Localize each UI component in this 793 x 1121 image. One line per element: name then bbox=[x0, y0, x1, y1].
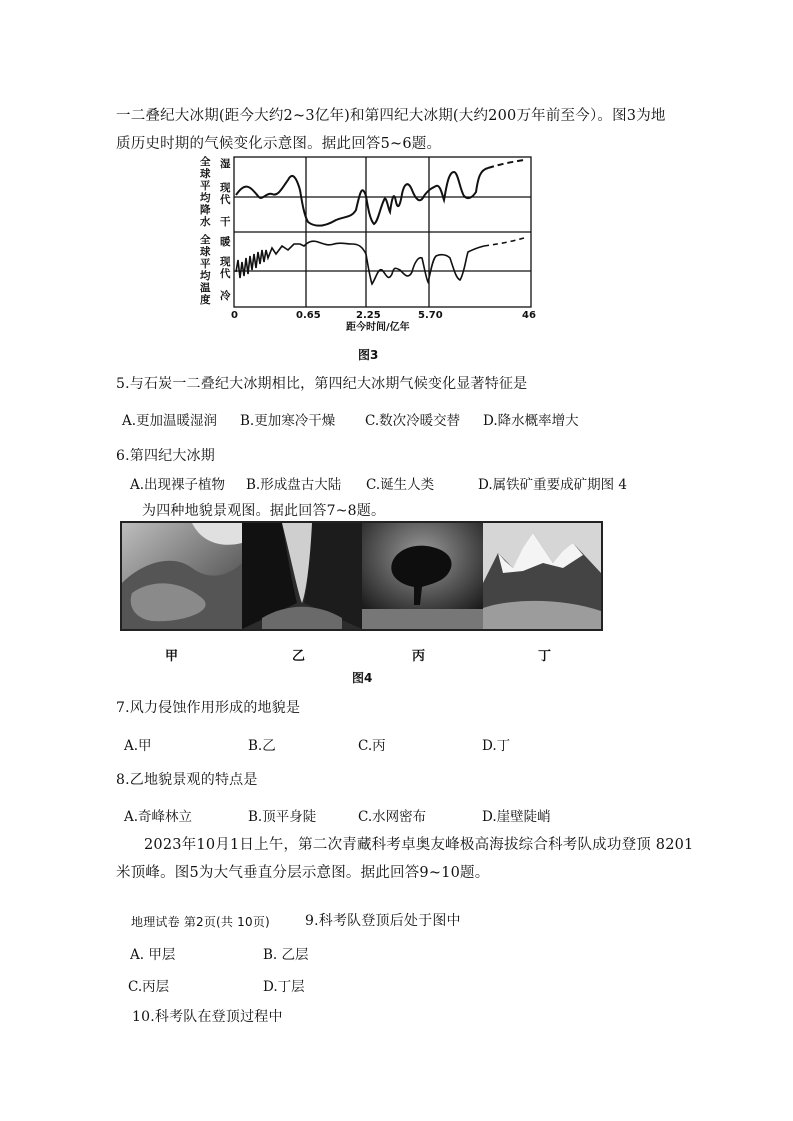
photo-label-bing: 丙 bbox=[412, 649, 426, 664]
temp-axis-label: 全球平均温度 bbox=[200, 234, 211, 306]
q10-stem: 10.科考队在登顶过程中 bbox=[132, 1009, 283, 1025]
temperature-trend-dashed bbox=[484, 238, 524, 246]
q5-stem: 5.与石炭一二叠纪大冰期相比，第四纪大冰期气候变化显著特征是 bbox=[116, 376, 528, 392]
passage-line-2: 米顶峰。图5为大气垂直分层示意图。据此回答9~10题。 bbox=[116, 865, 490, 881]
now-label-bottom: 现代 bbox=[220, 256, 231, 280]
wet-label: 湿 bbox=[220, 158, 231, 170]
xtick-1: 0.65 bbox=[296, 310, 321, 321]
warm-label: 暖 bbox=[220, 236, 231, 248]
q8-option-a[interactable]: A.奇峰林立 bbox=[124, 809, 193, 825]
photo-ding bbox=[483, 523, 601, 629]
now-label-top: 现代 bbox=[220, 182, 231, 206]
climate-change-figure bbox=[196, 150, 541, 340]
q6-option-c[interactable]: C.诞生人类 bbox=[366, 477, 435, 493]
photo-label-yi: 乙 bbox=[292, 649, 306, 664]
q7-option-b[interactable]: B.乙 bbox=[248, 738, 276, 754]
xtick-2: 2.25 bbox=[356, 310, 381, 321]
x-axis-label: 距今时间/亿年 bbox=[346, 322, 410, 333]
q9-option-a[interactable]: A. 甲层 bbox=[130, 947, 176, 963]
q9-stem: 9.科考队登顶后处于图中 bbox=[305, 913, 461, 929]
q8-option-d[interactable]: D.崖壁陡峭 bbox=[482, 809, 551, 825]
climate-chart-plot bbox=[196, 150, 541, 340]
photo-yi bbox=[242, 523, 362, 629]
cold-label: 冷 bbox=[220, 290, 231, 302]
xtick-0: 0 bbox=[231, 310, 238, 321]
intro-line-1: 一二叠纪大冰期(距今大约2~3亿年)和第四纪大冰期(大约200万年前至今）。图3为地 bbox=[116, 108, 666, 124]
intro-line-2: 质历史时期的气候变化示意图。据此回答5~6题。 bbox=[116, 136, 442, 152]
q9-option-c[interactable]: C.丙层 bbox=[128, 979, 170, 995]
photo-bing bbox=[362, 523, 483, 629]
photo-label-jia: 甲 bbox=[165, 649, 179, 664]
figure3-caption: 图3 bbox=[358, 348, 379, 362]
q7-stem: 7.风力侵蚀作用形成的地貌是 bbox=[116, 700, 301, 716]
passage-line-1: 2023年10月1日上午，第二次青藏科考卓奥友峰极高海拔综合科考队成功登顶 8201 bbox=[144, 837, 694, 853]
q7-option-a[interactable]: A.甲 bbox=[124, 738, 152, 754]
xtick-3: 5.70 bbox=[418, 310, 443, 321]
q6-continuation: 为四种地貌景观图。据此回答7~8题。 bbox=[142, 503, 386, 519]
q9-option-b[interactable]: B. 乙层 bbox=[263, 947, 309, 963]
landform-photos-figure bbox=[120, 521, 603, 631]
page-footer: 地理试卷 第2页(共 10页) bbox=[131, 915, 270, 929]
photo-jia bbox=[122, 523, 242, 629]
temperature-curve bbox=[236, 241, 484, 284]
q6-option-a[interactable]: A.出现裸子植物 bbox=[130, 477, 226, 493]
precip-axis-label: 全球平均降水 bbox=[200, 156, 211, 228]
q7-option-d[interactable]: D.丁 bbox=[482, 738, 511, 754]
dry-label: 干 bbox=[220, 216, 231, 228]
q5-option-a[interactable]: A.更加温暖湿润 bbox=[122, 413, 218, 429]
q6-stem: 6.第四纪大冰期 bbox=[116, 448, 215, 464]
photo-label-ding: 丁 bbox=[538, 649, 552, 664]
q9-option-d[interactable]: D.丁层 bbox=[263, 979, 305, 995]
q6-option-b[interactable]: B.形成盘古大陆 bbox=[246, 477, 342, 493]
q6-option-d[interactable]: D.属铁矿重要成矿期图 4 bbox=[478, 477, 628, 493]
xtick-4: 46 bbox=[522, 310, 536, 321]
precipitation-trend-dashed bbox=[488, 160, 524, 168]
q8-option-b[interactable]: B.顶平身陡 bbox=[248, 809, 317, 825]
q8-stem: 8.乙地貌景观的特点是 bbox=[116, 772, 258, 788]
figure4-caption: 图4 bbox=[352, 671, 373, 685]
q7-option-c[interactable]: C.丙 bbox=[358, 738, 386, 754]
q5-option-b[interactable]: B.更加寒冷干燥 bbox=[240, 413, 336, 429]
q5-option-c[interactable]: C.数次冷暖交替 bbox=[365, 413, 461, 429]
q5-option-d[interactable]: D.降水概率增大 bbox=[483, 413, 579, 429]
q8-option-c[interactable]: C.水网密布 bbox=[358, 809, 427, 825]
